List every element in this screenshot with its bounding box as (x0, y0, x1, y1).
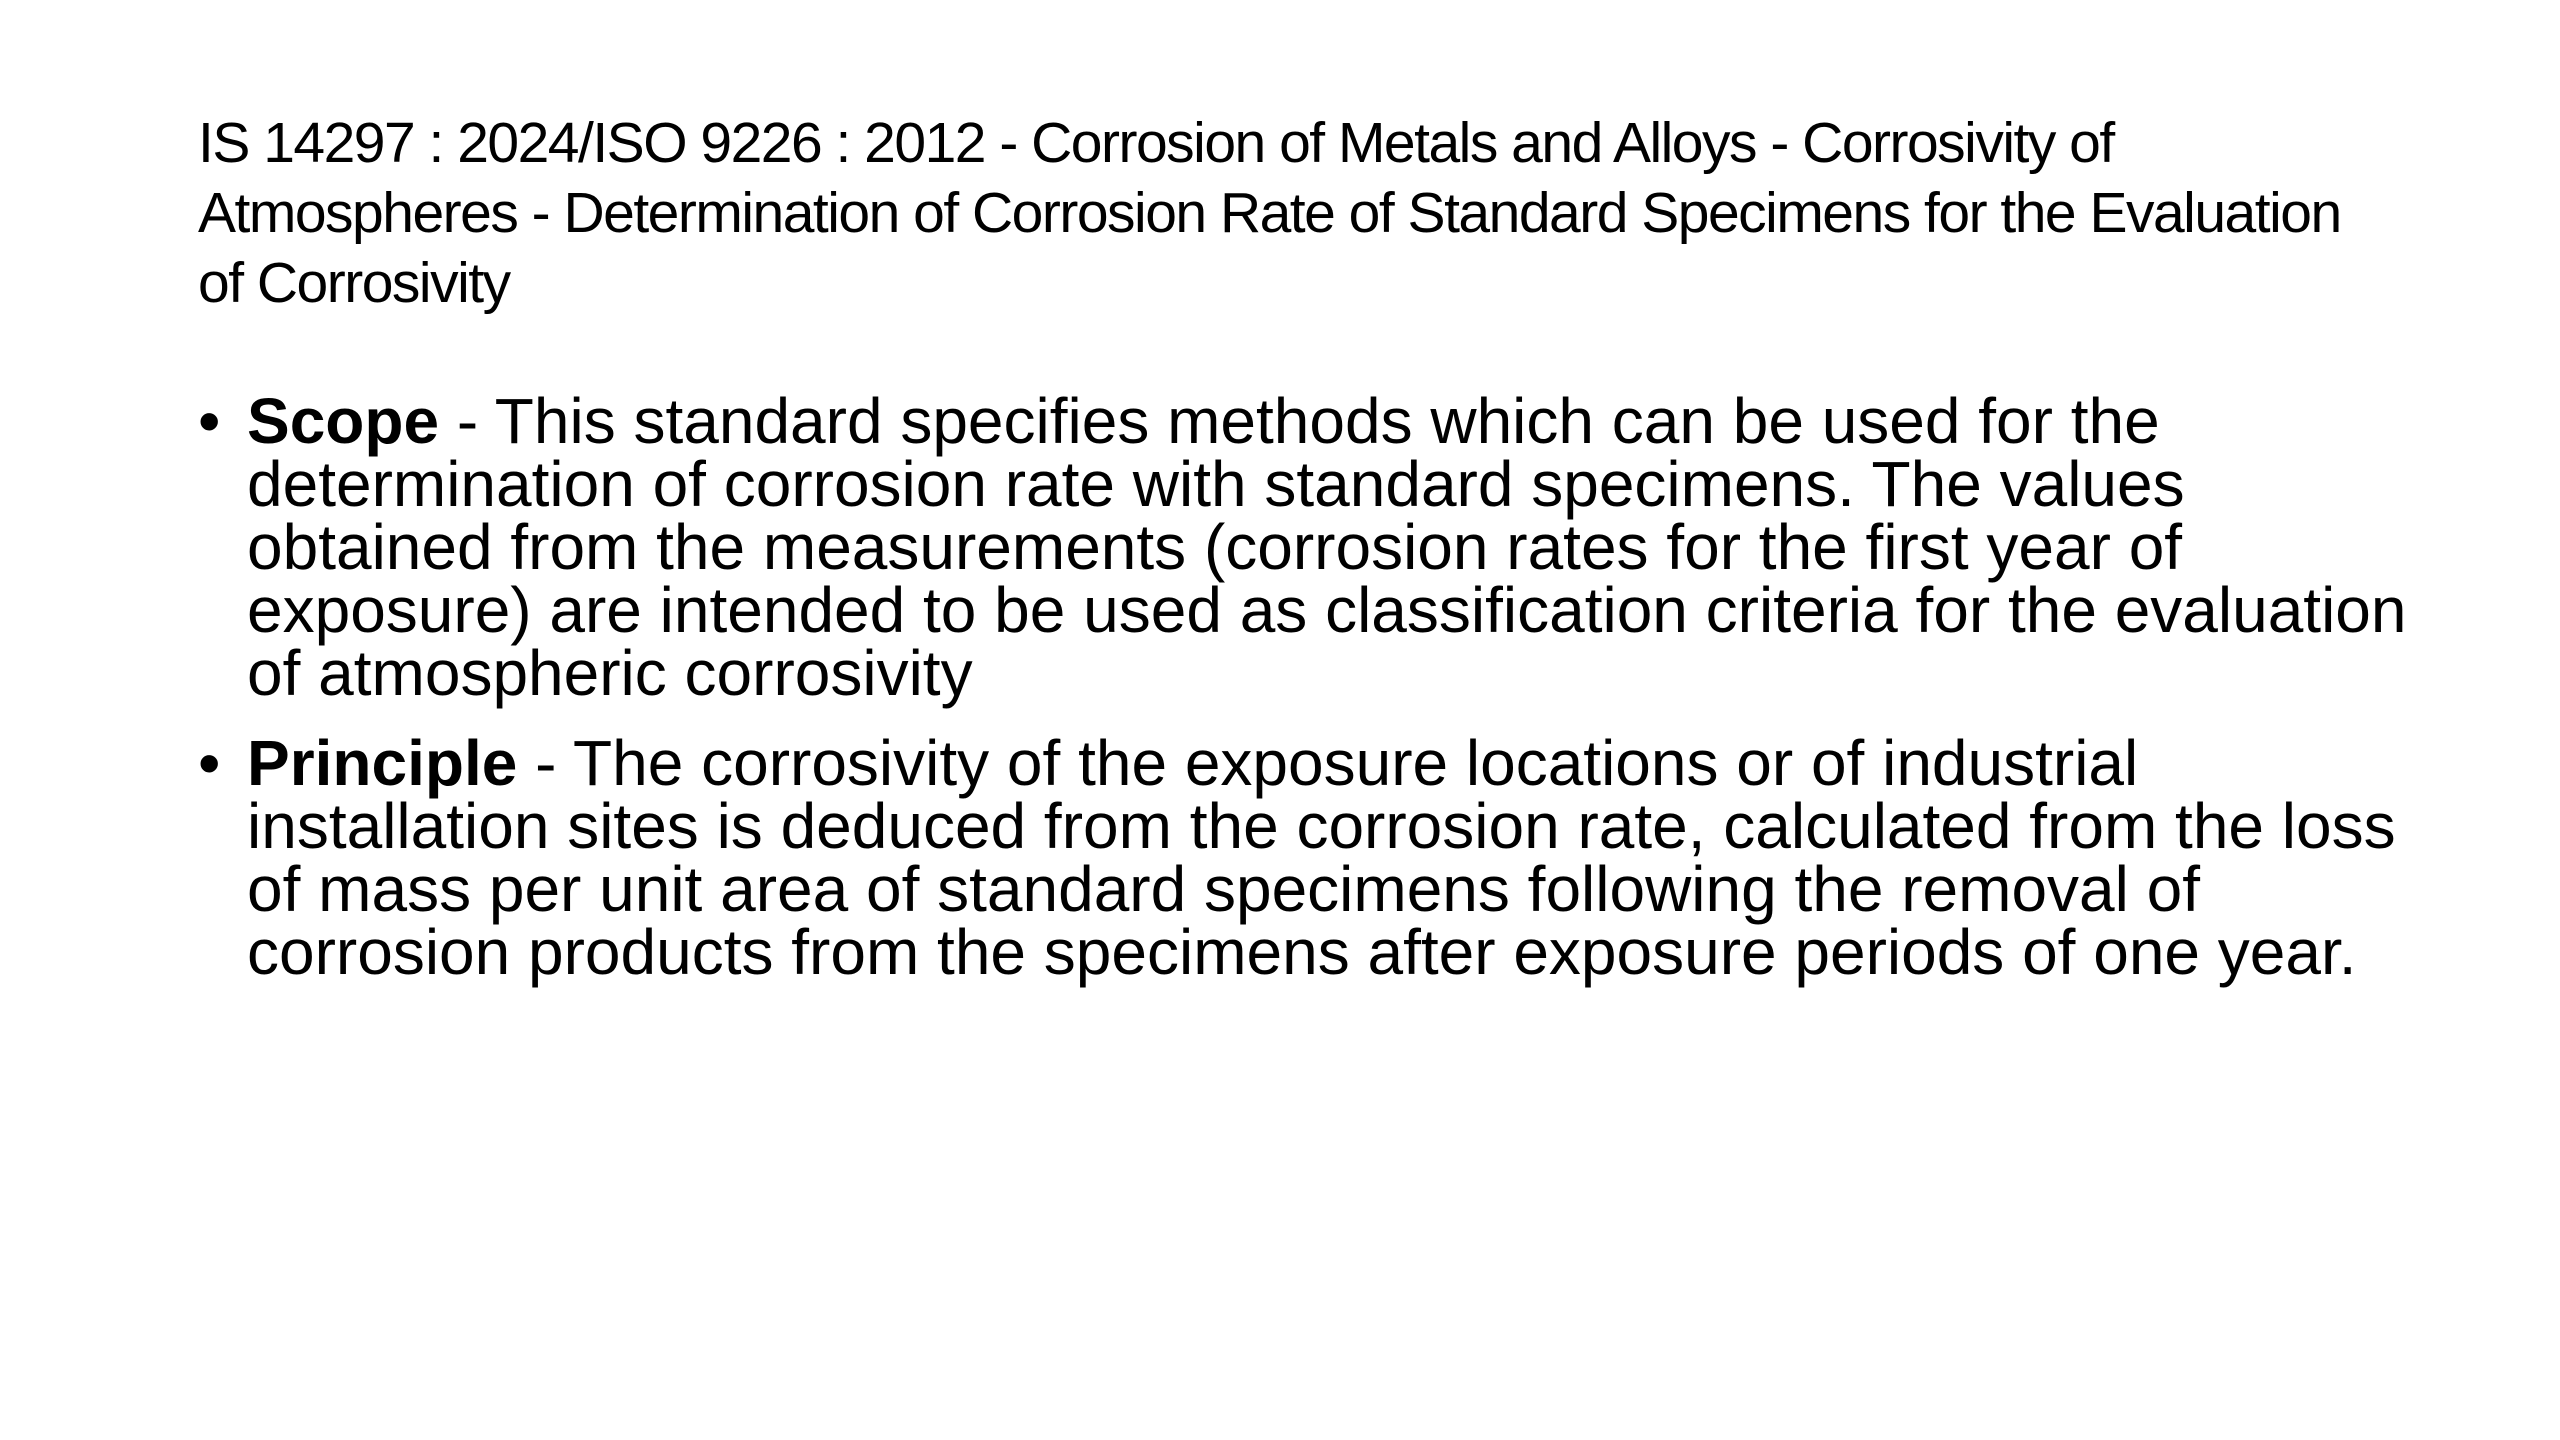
bullet-text-scope: - This standard specifies methods which can be used for the determination of corrosion rate with standard specimens. The values obtained from the measurements (corrosion rates for the first year of exposure) are intended to be used as classification criteria for the evaluation of atmospheric corrosivity (247, 385, 2407, 709)
slide-title: IS 14297 : 2024/ISO 9226 : 2012 - Corrosion of Metals and Alloys - Corrosivity of Atmospheres - Determination of Corrosion Rate of Standard Specimens for the Evaluation of Corrosivity (198, 111, 2341, 315)
bullet-text-principle: - The corrosivity of the exposure locations or of industrial installation sites is deduced from the corrosion rate, calculated from the loss of mass per unit area of standard specimens following the removal of corrosion products from the specimens after exposure periods of one year. (247, 727, 2396, 988)
bullet-list (198, 385, 2428, 1011)
bullet-marker: • (198, 385, 221, 457)
bullet-marker: • (198, 727, 221, 799)
bullet-item-principle (198, 727, 2428, 988)
bullet-term-scope: Scope (247, 385, 440, 457)
bullet-term-principle: Principle (247, 727, 518, 799)
bullet-item-scope (198, 385, 2428, 709)
